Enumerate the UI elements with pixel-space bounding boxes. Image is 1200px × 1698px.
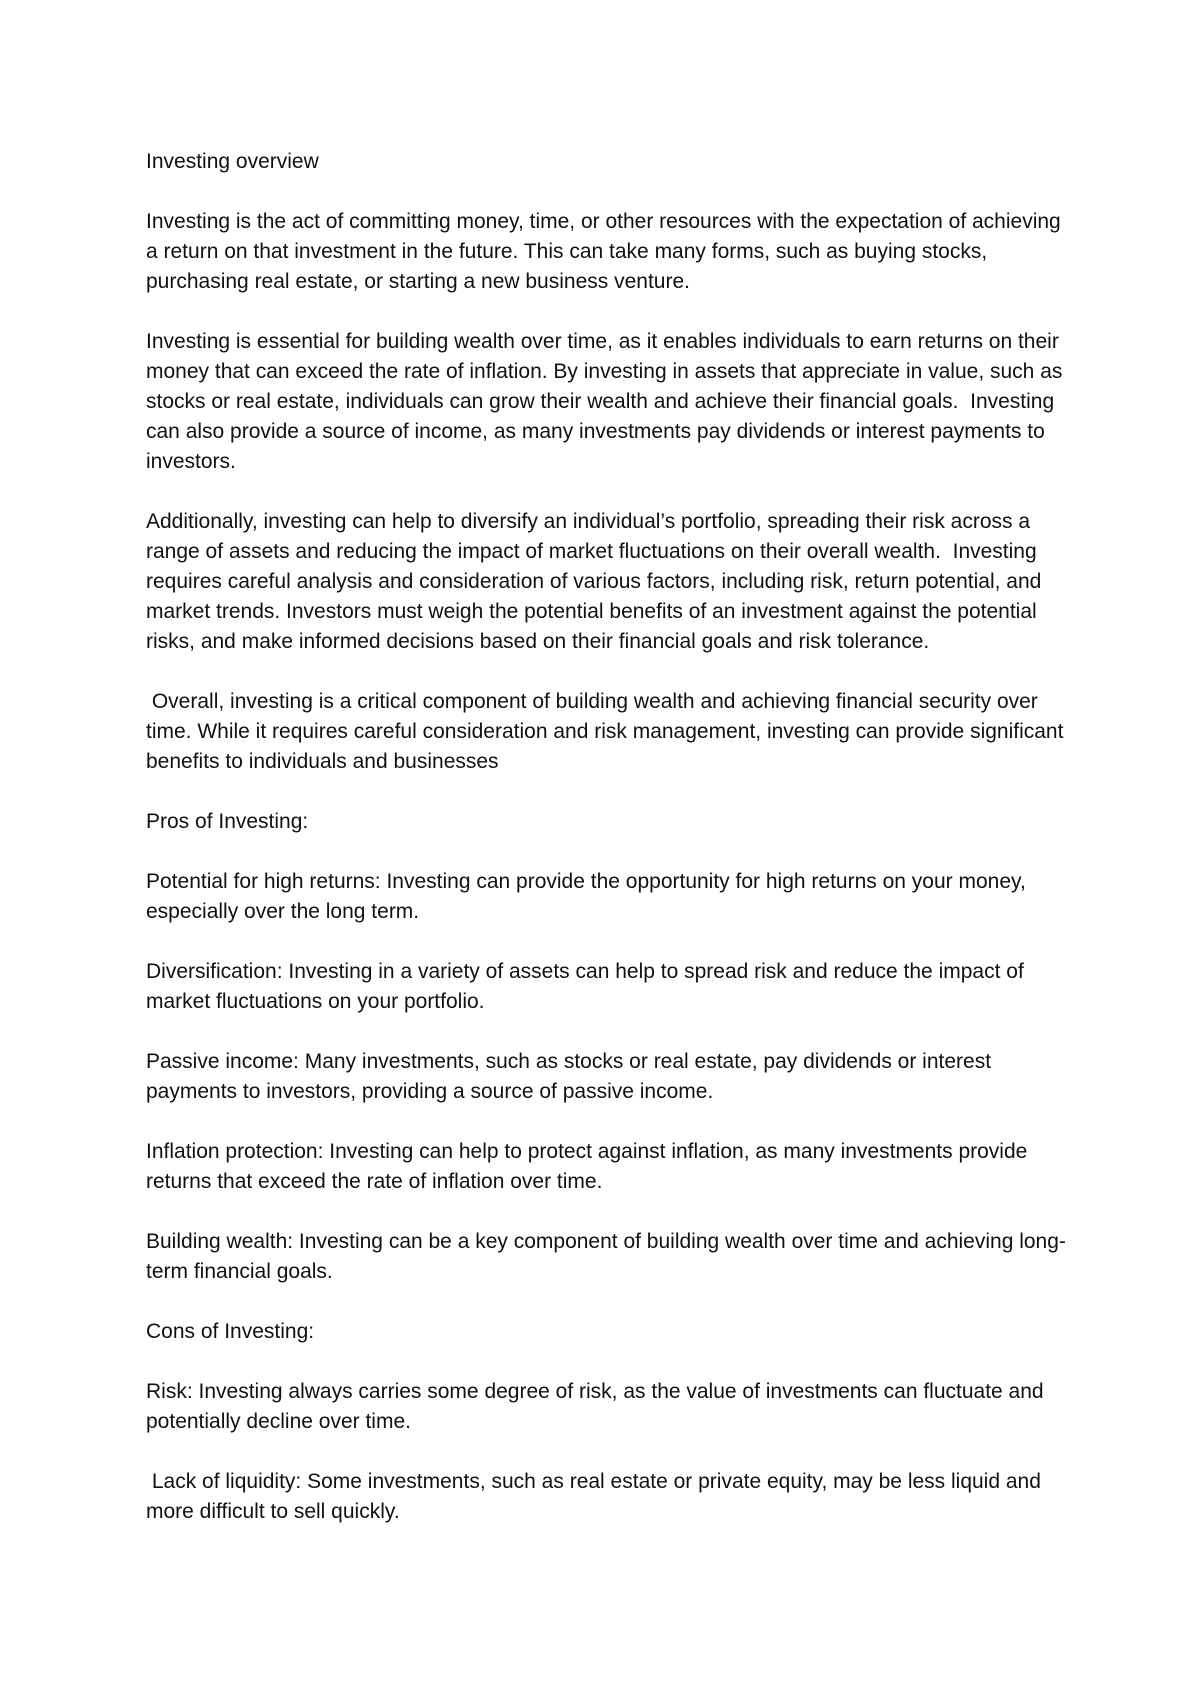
cons-heading: Cons of Investing: xyxy=(146,1320,315,1343)
pro-building-wealth: Building wealth: Investing can be a key component of building wealth over time and achieving long-term financial goals. xyxy=(146,1230,1066,1283)
con-lack-of-liquidity: Lack of liquidity: Some investments, such as real estate or private equity, may be less liquid and more difficult to sell quickly. xyxy=(146,1470,1047,1523)
pro-passive-income: Passive income: Many investments, such as stocks or real estate, pay dividends or interest payments to investors, providing a source of passive income. xyxy=(146,1050,997,1103)
document-title: Investing overview xyxy=(146,150,319,173)
document-body xyxy=(146,147,1070,1557)
paragraph-definition: Investing is the act of committing money, time, or other resources with the expectation of achieving a return on that investment in the future. This can take many forms, such as buying stocks, purchasing real estate, or starting a new business venture. xyxy=(146,210,1067,293)
pros-heading: Pros of Investing: xyxy=(146,810,309,833)
paragraph-overall: Overall, investing is a critical component of building wealth and achieving financial security over time. While it requires careful consideration and risk management, investing can provide significant benefits to individuals and businesses xyxy=(146,690,1070,773)
con-risk: Risk: Investing always carries some degree of risk, as the value of investments can fluctuate and potentially decline over time. xyxy=(146,1380,1050,1433)
pro-high-returns: Potential for high returns: Investing can provide the opportunity for high returns on your money, especially over the long term. xyxy=(146,870,1032,923)
pro-inflation-protection: Inflation protection: Investing can help to protect against inflation, as many investments provide returns that exceed the rate of inflation over time. xyxy=(146,1140,1034,1193)
paragraph-wealth: Investing is essential for building wealth over time, as it enables individuals to earn returns on their money that can exceed the rate of inflation. By investing in assets that appreciate in value, such as stocks or real estate, individuals can grow their wealth and achieve their financial goals. Investing can also provide a source of income, as many investments pay dividends or interest payments to investors. xyxy=(146,330,1069,473)
pro-diversification: Diversification: Investing in a variety of assets can help to spread risk and reduce the impact of market fluctuations on your portfolio. xyxy=(146,960,1030,1013)
paragraph-diversify: Additionally, investing can help to diversify an individual’s portfolio, spreading their risk across a range of assets and reducing the impact of market fluctuations on their overall wealth. Investing requires careful analysis and consideration of various factors, including risk, return potential, and market trends. Investors must weigh the potential benefits of an investment against the potential risks, and make informed decisions based on their financial goals and risk tolerance. xyxy=(146,510,1048,653)
